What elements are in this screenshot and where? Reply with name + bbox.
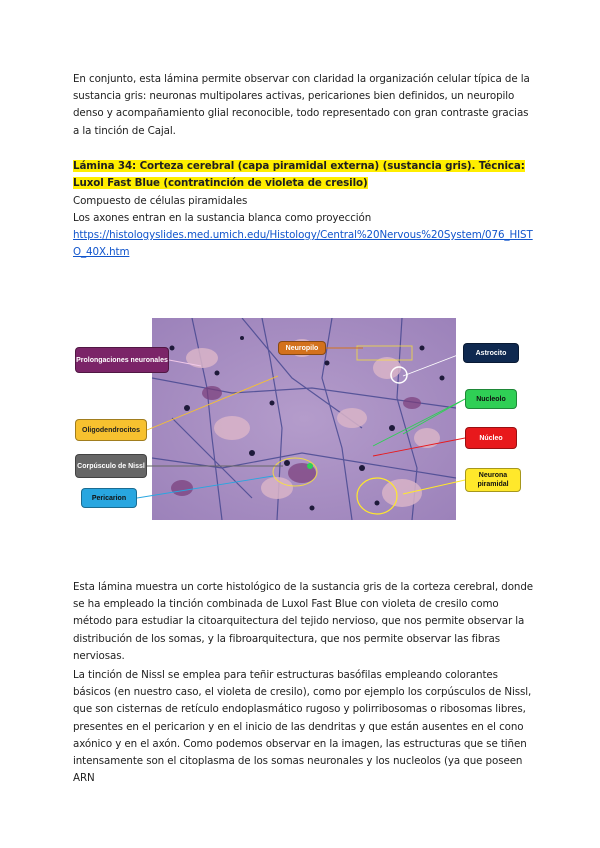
label-neuropilo: Neuropilo	[278, 341, 326, 355]
label-pericarion: Pericarion	[81, 488, 137, 508]
label-neurona-piramidal: Neurona piramidal	[465, 468, 521, 492]
label-nucleo: Núcleo	[465, 427, 517, 449]
label-corpusculo-nissl: Corpúsculo de Nissl	[75, 454, 147, 478]
intro-paragraph: En conjunto, esta lámina permite observar con claridad la organización celular típica de la sustancia gris: neuronas multipolares activas, pericariones bien definidos, un neuropilo denso y acompañamiento glial reconocible, todo representado con gran contraste gracias a la tinción de Cajal.	[73, 73, 530, 137]
label-oligodendrocitos: Oligodendrocitos	[75, 419, 147, 441]
nissl-paragraph: La tinción de Nissl se emplea para teñir estructuras basófilas empleando colorantes básicos (en nuestro caso, el violeta de cresilo), como por ejemplo los corpúsculos de Nissl, que son cisternas de retículo endoplasmático rugoso y polirribosomas o ribosomas libres, presentes en el pericarion y en el inicio de las dendritas y que están ausentes en el cono axónico y en el axón. Como podemos observar en la imagen, las estructuras que se tiñen intensamente son el citoplasma de los somas neuronales y los nucleolos (ya que poseen ARN	[73, 669, 532, 785]
label-nucleolo: Nucleolo	[465, 389, 517, 409]
tincion-paragraph: Esta lámina muestra un corte histológico de la sustancia gris de la corteza cerebral, donde se ha empleado la tinción combinada de Luxol Fast Blue con violeta de cresilo como método para estudiar la citoarquitectura del tejido nervioso, que nos permite observar la distribución de los somas, y la fibroarquitectura, que nos permite observar las fibras nerviosas.	[73, 581, 534, 662]
label-astrocito: Astrocito	[463, 343, 519, 363]
histology-figure	[73, 316, 525, 522]
label-prolongaciones-neuronales: Prolongaciones neuronales	[75, 347, 169, 373]
axones-line: Los axones entran en la sustancia blanca como proyección	[73, 212, 372, 224]
lamina-heading-text: Lámina 34: Corteza cerebral (capa piramidal externa) (sustancia gris). Técnica: Luxol Fast Blue (contratinción de violeta de cresilo)	[73, 160, 525, 190]
compuesto-line: Compuesto de células piramidales	[73, 195, 248, 207]
histology-link[interactable]: https://histologyslides.med.umich.edu/Histology/Central%20Nervous%20System/076_HISTO_40X.htm	[73, 229, 533, 259]
lamina-heading	[73, 158, 533, 192]
